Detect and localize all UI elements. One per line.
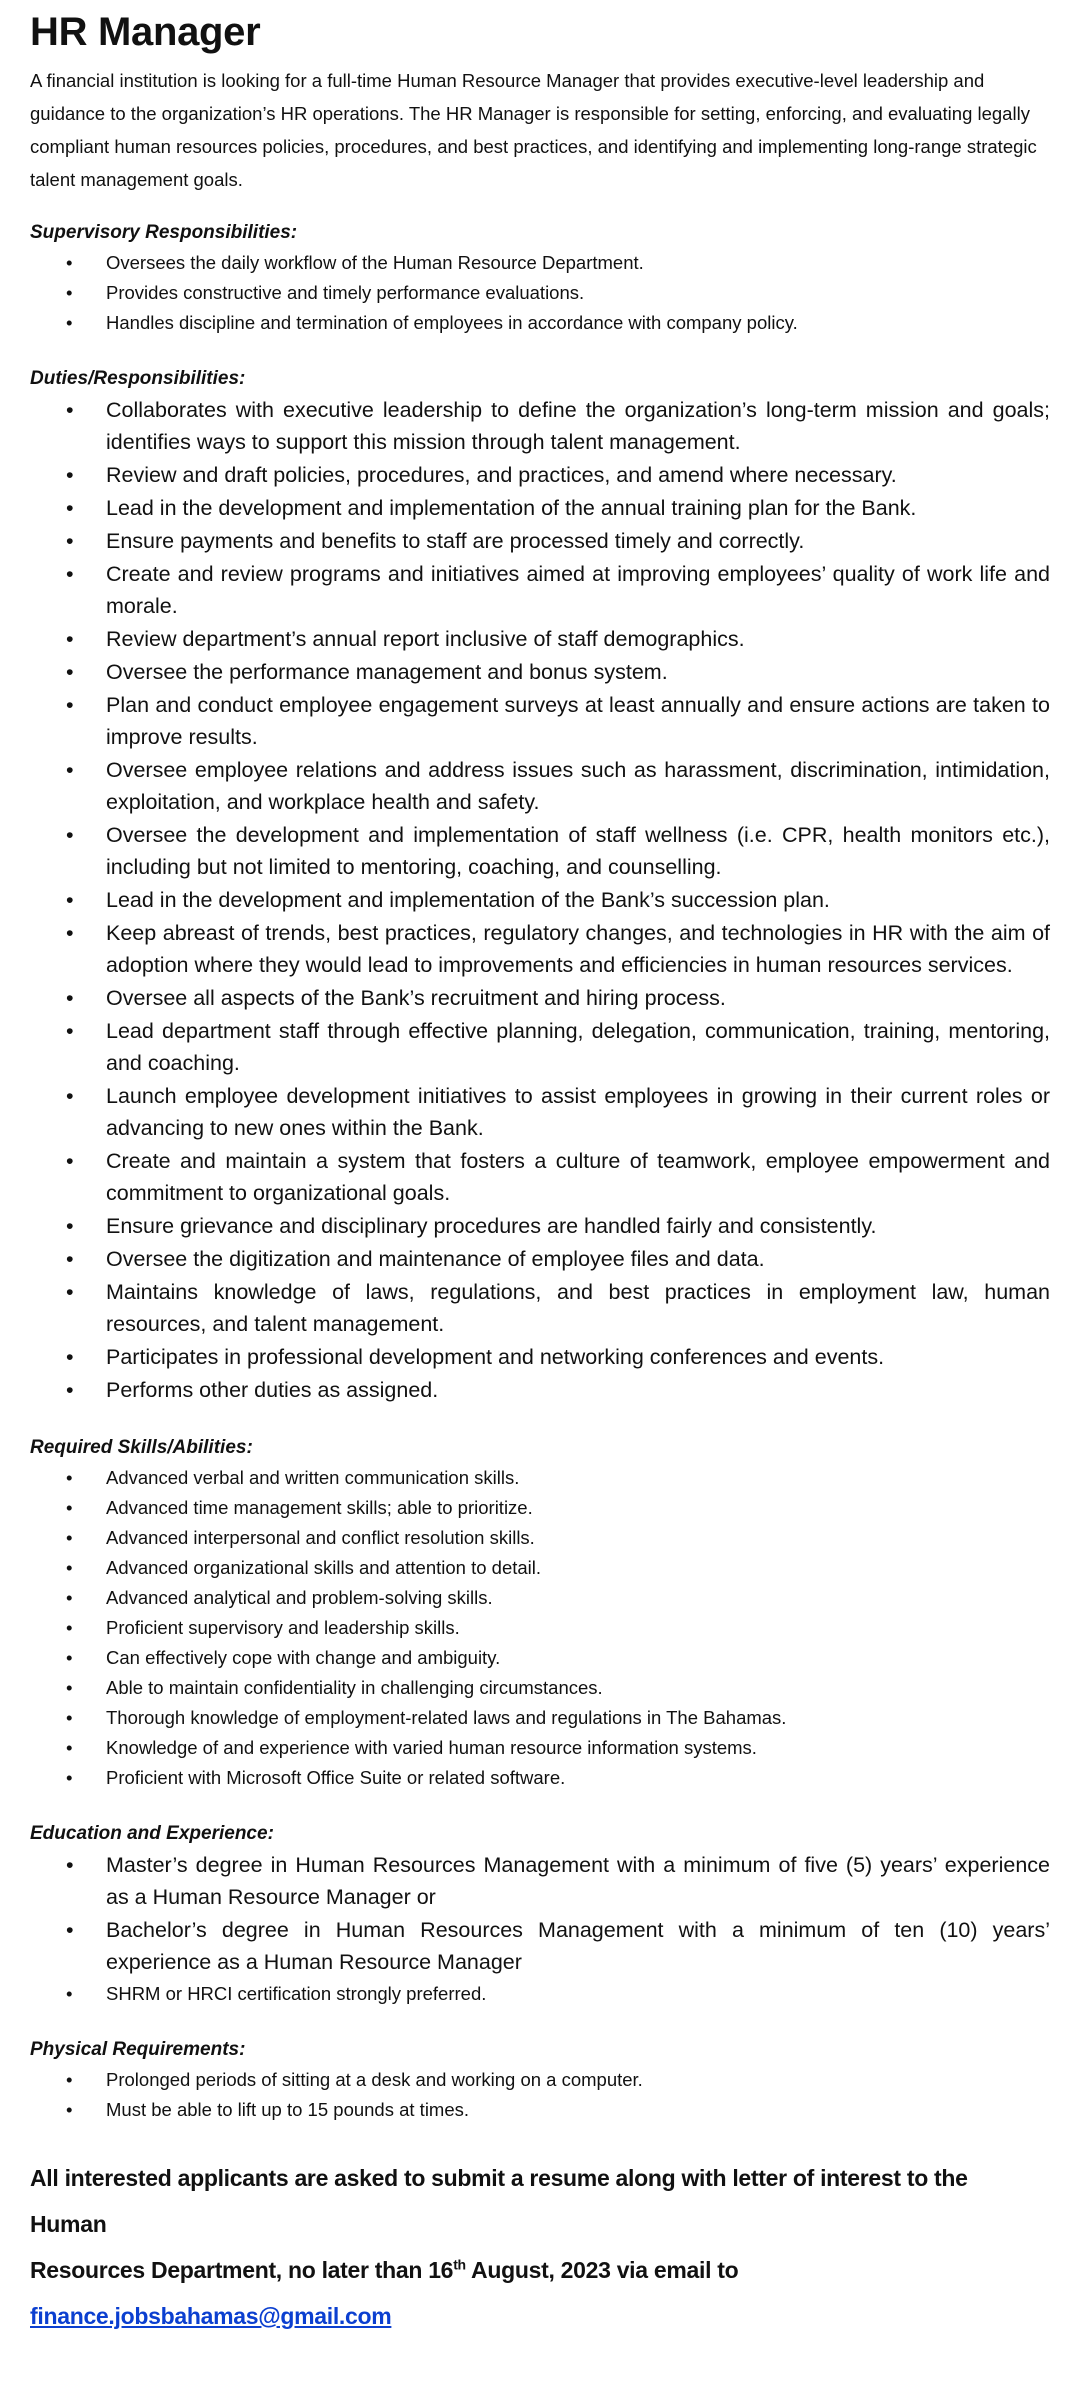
footer-line-2-prefix: Resources Department, no later than 16 bbox=[30, 2257, 454, 2283]
education-list bbox=[30, 1849, 1050, 1978]
page-title: HR Manager bbox=[30, 10, 261, 54]
list-item: • Participates in professional development and networking conferences and events. bbox=[106, 1341, 1050, 1373]
list-item: • Lead in the development and implementation of the annual training plan for the Bank. bbox=[106, 492, 1050, 524]
list-item: • Handles discipline and termination of employees in accordance with company policy. bbox=[106, 308, 1050, 338]
list-item: • Knowledge of and experience with varied human resource information systems. bbox=[106, 1733, 1050, 1763]
physical-list bbox=[30, 2065, 1050, 2125]
list-item: • Bachelor’s degree in Human Resources Management with a minimum of ten (10) years’ experience as a Human Resource Manager bbox=[106, 1914, 1050, 1978]
date-suffix: th bbox=[453, 2256, 466, 2273]
list-item: • Ensure grievance and disciplinary procedures are handled fairly and consistently. bbox=[106, 1210, 1050, 1242]
list-item: • Collaborates with executive leadership to define the organization’s long-term mission and goals; identifies ways to support this mission through talent management. bbox=[106, 394, 1050, 458]
supervisory-heading: Supervisory Responsibilities: bbox=[30, 222, 298, 243]
list-item: • Oversee employee relations and address issues such as harassment, discrimination, intimidation, exploitation, and workplace health and safety. bbox=[106, 754, 1050, 818]
list-item: • Review department’s annual report inclusive of staff demographics. bbox=[106, 623, 1050, 655]
skills-heading: Required Skills/Abilities: bbox=[30, 1437, 253, 1458]
list-item: • Ensure payments and benefits to staff are processed timely and correctly. bbox=[106, 525, 1050, 557]
footer-line-2 bbox=[30, 2247, 1050, 2339]
list-item: • Oversees the daily workflow of the Human Resource Department. bbox=[106, 248, 1050, 278]
list-item: • SHRM or HRCI certification strongly preferred. bbox=[106, 1979, 1050, 2009]
list-item: • Prolonged periods of sitting at a desk and working on a computer. bbox=[106, 2065, 1050, 2095]
list-item: • Advanced interpersonal and conflict resolution skills. bbox=[106, 1523, 1050, 1553]
list-item: • Advanced analytical and problem-solving skills. bbox=[106, 1583, 1050, 1613]
list-item: • Provides constructive and timely performance evaluations. bbox=[106, 278, 1050, 308]
education-heading: Education and Experience: bbox=[30, 1823, 274, 1844]
list-item: • Proficient with Microsoft Office Suite or related software. bbox=[106, 1763, 1050, 1793]
duties-list bbox=[30, 394, 1050, 1406]
duties-heading: Duties/Responsibilities: bbox=[30, 368, 246, 389]
list-item: • Able to maintain confidentiality in challenging circumstances. bbox=[106, 1673, 1050, 1703]
footer-line-2-suffix: August, 2023 via email to bbox=[465, 2257, 739, 2283]
education-list-small bbox=[30, 1979, 1050, 2009]
email-link[interactable]: finance.jobsbahamas@gmail.com bbox=[30, 2303, 392, 2329]
physical-heading: Physical Requirements: bbox=[30, 2039, 246, 2060]
list-item: • Advanced time management skills; able to prioritize. bbox=[106, 1493, 1050, 1523]
list-item: • Master’s degree in Human Resources Management with a minimum of five (5) years’ experience as a Human Resource Manager or bbox=[106, 1849, 1050, 1913]
list-item: • Oversee the development and implementation of staff wellness (i.e. CPR, health monitors etc.), including but not limited to mentoring, coaching, and counselling. bbox=[106, 819, 1050, 883]
list-item: • Thorough knowledge of employment-related laws and regulations in The Bahamas. bbox=[106, 1703, 1050, 1733]
list-item: • Maintains knowledge of laws, regulations, and best practices in employment law, human resources, and talent management. bbox=[106, 1276, 1050, 1340]
list-item: • Lead in the development and implementation of the Bank’s succession plan. bbox=[106, 884, 1050, 916]
list-item: • Launch employee development initiatives to assist employees in growing in their current roles or advancing to new ones within the Bank. bbox=[106, 1080, 1050, 1144]
list-item: • Plan and conduct employee engagement surveys at least annually and ensure actions are taken to improve results. bbox=[106, 689, 1050, 753]
list-item: • Create and maintain a system that fosters a culture of teamwork, employee empowerment and commitment to organizational goals. bbox=[106, 1145, 1050, 1209]
list-item: • Lead department staff through effective planning, delegation, communication, training, mentoring, and coaching. bbox=[106, 1015, 1050, 1079]
intro-paragraph: A financial institution is looking for a full-time Human Resource Manager that provides executive-level leadership and guidance to the organization’s HR operations. The HR Manager is responsible for setting, enforcing, and evaluating legally compliant human resources policies, procedures, and best practices, and identifying and implementing long-range strategic talent management goals. bbox=[30, 70, 1037, 190]
list-item: • Performs other duties as assigned. bbox=[106, 1374, 1050, 1406]
list-item: • Keep abreast of trends, best practices, regulatory changes, and technologies in HR with the aim of adoption where they would lead to improvements and efficiencies in human resources services. bbox=[106, 917, 1050, 981]
list-item: • Proficient supervisory and leadership skills. bbox=[106, 1613, 1050, 1643]
list-item: • Can effectively cope with change and ambiguity. bbox=[106, 1643, 1050, 1673]
supervisory-list bbox=[30, 248, 1050, 338]
list-item: • Oversee the digitization and maintenance of employee files and data. bbox=[106, 1243, 1050, 1275]
list-item: • Review and draft policies, procedures, and practices, and amend where necessary. bbox=[106, 459, 1050, 491]
footer-line-1: All interested applicants are asked to submit a resume along with letter of interest to the Human bbox=[30, 2165, 968, 2237]
list-item: • Must be able to lift up to 15 pounds at times. bbox=[106, 2095, 1050, 2125]
list-item: • Advanced verbal and written communication skills. bbox=[106, 1463, 1050, 1493]
list-item: • Advanced organizational skills and attention to detail. bbox=[106, 1553, 1050, 1583]
list-item: • Oversee all aspects of the Bank’s recruitment and hiring process. bbox=[106, 982, 1050, 1014]
application-instructions bbox=[30, 2155, 1050, 2339]
list-item: • Oversee the performance management and bonus system. bbox=[106, 656, 1050, 688]
list-item: • Create and review programs and initiatives aimed at improving employees’ quality of work life and morale. bbox=[106, 558, 1050, 622]
skills-list bbox=[30, 1463, 1050, 1793]
